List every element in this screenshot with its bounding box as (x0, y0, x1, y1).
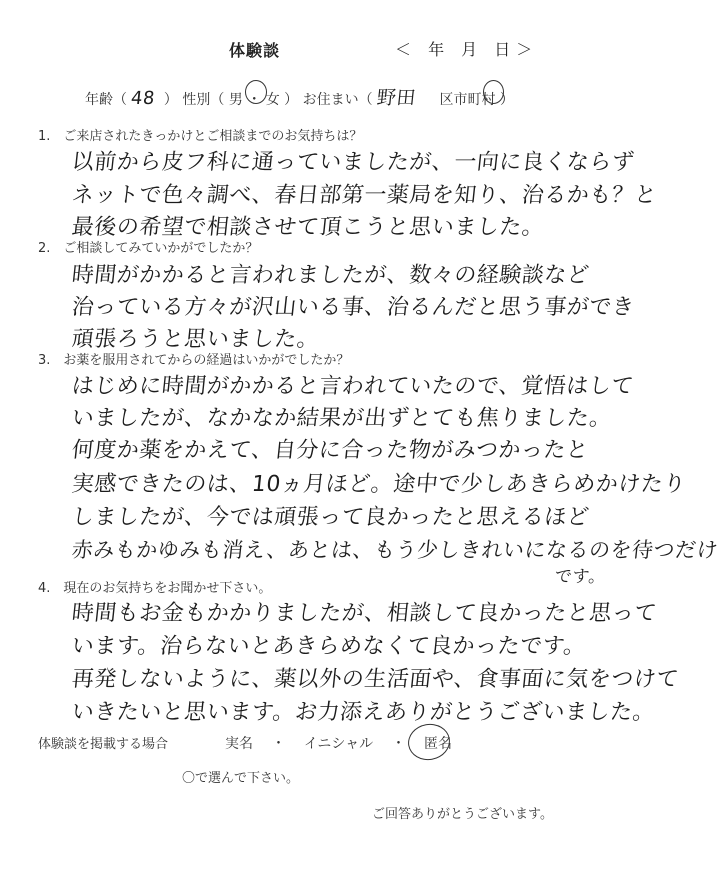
question-4: 4. 現在のお気持ちをお聞かせ下さい。 (38, 581, 272, 596)
option-separator: ・ (391, 736, 406, 752)
option-separator: ・ (271, 736, 286, 752)
anonymous-selection-circle (405, 721, 453, 764)
address-label: お住まい（ (302, 92, 373, 108)
address-city: 市 (453, 92, 468, 108)
address-ward: 区 (439, 92, 454, 108)
gender-male: 男 (228, 92, 243, 108)
city-selection-circle (483, 80, 504, 104)
gender-female: 女 (265, 92, 280, 108)
gender-label: 性別（ (182, 92, 225, 108)
answer-1-line-2: ネットで色々調べ、春日部第一薬局を知り、治るかも？と (70, 183, 659, 208)
info-row (85, 83, 514, 110)
date-field: ＜ 年 月 日＞ (395, 40, 539, 59)
option-anonymous: 匿名 (423, 736, 452, 752)
gender-close: ） (284, 92, 299, 108)
question-3: 3. お薬を服用されてからの経過はいかがでしたか？ (38, 353, 350, 368)
age-value: 48 (130, 88, 157, 109)
question-1: 1. ご来店されたきっかけとご相談までのお気持ちは？ (38, 129, 363, 144)
answer-3-line-4: 実感できたのは、10ヵ月ほど。途中で少しあきらめかけたり (70, 472, 688, 497)
option-initial: イニシャル (303, 736, 374, 752)
gender-dot: ・ (247, 92, 262, 108)
answer-4-line-2: います。治らないとあきらめなくて良かったです。 (70, 634, 588, 659)
question-2: 2. ご相談してみていかがでしたか？ (38, 241, 259, 256)
answer-4-line-3: 再発しないように、薬以外の生活面や、食事面に気をつけて (70, 667, 681, 692)
answer-3-line-2: いましたが、なかなか結果が出ずとても焦りました。 (70, 406, 614, 431)
answer-3-line-6: 赤みもかゆみも消え、あとは、もう少しきれいになるのを待つだけ (70, 538, 720, 562)
thanks-text: ご回答ありがとうございます。 (372, 807, 553, 822)
answer-4-line-4: いきたいと思います。お力添えありがとうございました。 (70, 700, 657, 725)
answer-2-line-2: 治っている方々が沢山いる事、治るんだと思う事ができ (70, 295, 636, 320)
answer-2-line-3: 頑張ろうと思いました。 (70, 327, 321, 352)
publish-label: 体験談を掲載する場合 (38, 737, 169, 752)
address-close: ） (499, 92, 514, 108)
option-real-name: 実名 (225, 736, 253, 752)
address-value: 野田 (375, 87, 418, 109)
age-close: ） (163, 92, 178, 108)
answer-4-line-1: 時間もお金もかかりましたが、相談して良かったと思って (70, 601, 659, 626)
age-label: 年齢（ (85, 92, 127, 108)
page-title: 体験談 (229, 41, 281, 60)
answer-3-line-1: はじめに時間がかかると言われていたので、覚悟はして (70, 374, 636, 399)
answer-3-line-7: です。 (553, 567, 607, 587)
answer-1-line-3: 最後の希望で相談させて頂こうと思いました。 (70, 215, 546, 240)
gender-selection-circle (245, 80, 267, 104)
answer-3-line-5: しましたが、今では頑張って良かったと思えるほど (70, 505, 591, 530)
instruction-text: 〇で選んで下さい。 (182, 771, 300, 786)
answer-2-line-1: 時間がかかると言われましたが、数々の経験談など (70, 263, 591, 288)
address-town: 町村 (467, 92, 496, 108)
answer-3-line-3: 何度か薬をかえて、自分に合った物がみつかったと (70, 438, 590, 463)
answer-1-line-1: 以前から皮フ科に通っていましたが、一向に良くならず (70, 150, 636, 175)
